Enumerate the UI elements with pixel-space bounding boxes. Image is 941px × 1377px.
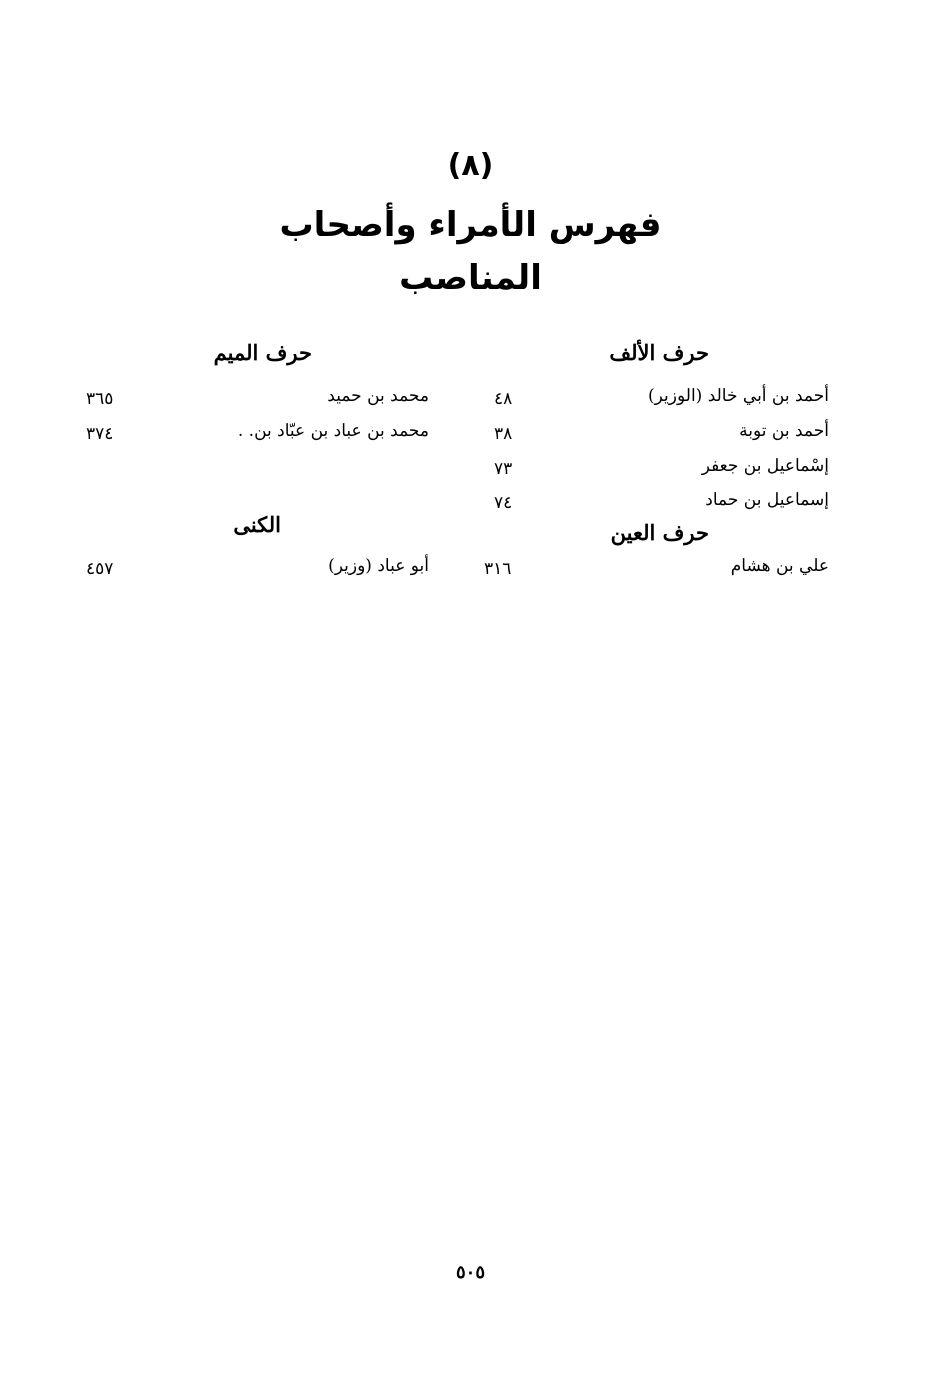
entry-page: ٧٣ [494, 459, 513, 479]
heading-alif: حرف الألف [609, 340, 709, 365]
entry-name: إسماعيل بن حماد [705, 490, 829, 510]
heading-ain: حرف العين [610, 520, 709, 545]
entry-page: ٤٨ [494, 389, 513, 409]
entry-name: علي بن هشام [730, 556, 829, 576]
heading-kuna: الكنى [233, 512, 281, 537]
entry-name: أحمد بن توبة [739, 421, 829, 441]
index-number: (٨) [447, 148, 494, 183]
entry-name: أحمد بن أبي خالد (الوزير) [648, 386, 829, 406]
entry-page: ٣٧٤ [86, 424, 114, 444]
entry-page: ٣٦٥ [86, 389, 114, 409]
entry-page: ٣٨ [494, 424, 513, 444]
index-title-line-1: فهرس الأمراء وأصحاب [279, 205, 662, 245]
entry-name: أبو عباد (وزير) [328, 556, 429, 576]
entry-page: ٧٤ [494, 493, 513, 513]
entry-name: محمد بن حميد [327, 386, 429, 406]
heading-mim: حرف الميم [213, 340, 312, 365]
index-title-line-2: المناصب [399, 258, 542, 298]
page-number: ٥٠٥ [455, 1262, 485, 1283]
entry-page: ٣١٦ [484, 559, 512, 579]
entry-name: إسْماعيل بن جعفر [701, 456, 829, 476]
entry-name: محمد بن عباد بن عبّاد بن. . [237, 421, 429, 441]
entry-page: ٤٥٧ [86, 559, 114, 579]
